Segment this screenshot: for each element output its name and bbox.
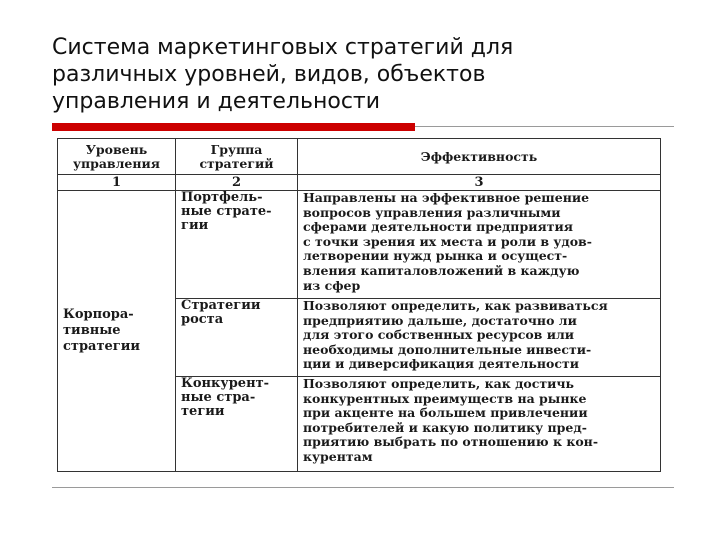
column-number: 1: [58, 175, 176, 191]
level-cell: Корпора- тивные стратегии: [58, 191, 176, 472]
header-level: Уровень управления: [58, 139, 176, 175]
header-effect: Эффективность: [298, 139, 661, 175]
column-number: 3: [298, 175, 661, 191]
effect-cell: Позволяют определить, как развиваться предприятию дальше, достаточно ли для этого собственных ресурсов или необходимы дополнительные инвести- ции и диверсификация деятельности: [298, 299, 661, 377]
effect-cell: Позволяют определить, как достичь конкурентных преимуществ на рынке при акценте на большем привлечении потребителей и какую политику пред- приятию выбрать по отношению к кон- курентам: [298, 377, 661, 472]
title-line: управления и деятельности: [52, 89, 381, 114]
header-group: Группа стратегий: [176, 139, 298, 175]
column-number-row: [58, 175, 661, 191]
strategy-table: [57, 138, 661, 472]
slide-title: [52, 34, 672, 115]
table-header-row: [58, 139, 661, 175]
group-cell: Конкурент- ные стра- тегии: [176, 377, 298, 472]
group-cell: Стратегии роста: [176, 299, 298, 377]
title-accent-bar: [52, 123, 415, 131]
column-number: 2: [176, 175, 298, 191]
title-line: Система маркетинговых стратегий для: [52, 35, 514, 60]
bottom-divider-line: [52, 487, 674, 488]
effect-cell: Направлены на эффективное решение вопросов управления различными сферами деятельности предприятия с точки зрения их места и роли в удов- летворении нужд рынка и осущест- вления капиталовложений в каждую из сфер: [298, 191, 661, 299]
title-line: различных уровней, видов, объектов: [52, 62, 486, 87]
group-cell: Портфель- ные страте- гии: [176, 191, 298, 299]
table-row: [58, 191, 661, 299]
